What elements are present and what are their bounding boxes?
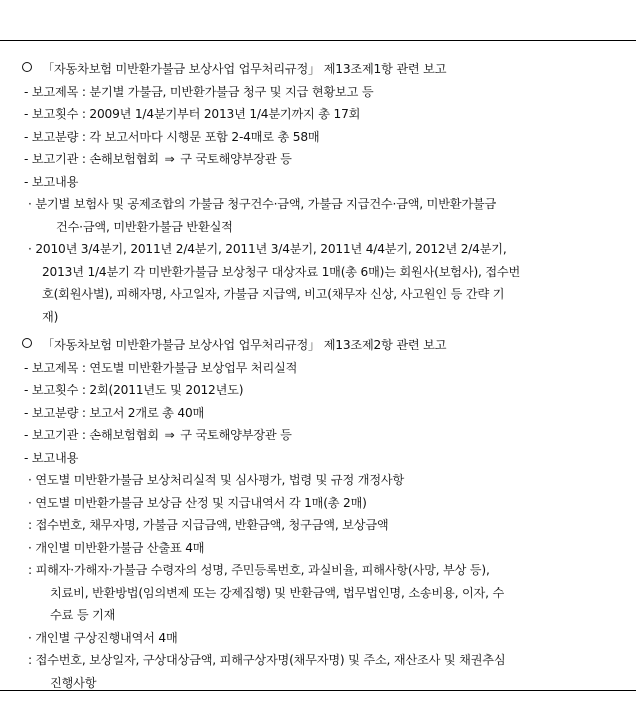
content-item: · 연도별 미반환가불금 보상처리실적 및 심사평가, 법령 및 규정 개정사항: [28, 473, 405, 487]
report-content-label: - 보고내용: [24, 450, 79, 465]
content-item-detail: : 피해자·가해자·가불금 수령자의 성명, 주민등록번호, 과실비율, 피해사항(사망, 부상 등), 치료비, 반환방법(임의변제 또는 강제집행) 및 반환금액, 법무법인명, 소송비용, 이자, 수 수료 등 기재: [28, 563, 505, 622]
circle-bullet-icon: [22, 62, 32, 72]
content-item: · 개인별 미반환가불금 산출표 4매: [28, 540, 205, 555]
circle-bullet-icon: [22, 338, 32, 348]
report-title-line: - 보고제목 : 분기별 가불금, 미반환가불금 청구 및 지급 현황보고 등: [24, 84, 374, 99]
right-arrow-icon: ⇒: [164, 428, 175, 442]
section-heading: 「자동차보험 미반환가불금 보상사업 업무처리규정」 제13조제2항 관련 보고: [22, 334, 620, 357]
report-agency-line: - 보고기관 : 손해보험협회 ⇒ 구 국토해양부장관 등: [24, 428, 292, 442]
right-arrow-icon: ⇒: [164, 152, 175, 166]
report-volume-line: - 보고분량 : 각 보고서마다 시행문 포함 2-4매로 총 58매: [24, 129, 320, 144]
report-count-line: - 보고횟수 : 2009년 1/4분기부터 2013년 1/4분기까지 총 17회: [24, 107, 361, 121]
top-rule: [0, 40, 636, 41]
report-content-label: - 보고내용: [24, 174, 79, 189]
report-volume-line: - 보고분량 : 보고서 2개로 총 40매: [24, 405, 205, 420]
section-article13-2: [22, 334, 620, 694]
content-item: · 개인별 구상진행내역서 4매: [28, 630, 178, 645]
report-agency-line: - 보고기관 : 손해보험협회 ⇒ 구 국토해양부장관 등: [24, 152, 292, 166]
section-article13-1: [22, 58, 620, 328]
bottom-rule: [0, 690, 636, 691]
section-heading: 「자동차보험 미반환가불금 보상사업 업무처리규정」 제13조제1항 관련 보고: [22, 58, 620, 81]
content-item: · 분기별 보험사 및 공제조합의 가불금 청구건수·금액, 가불금 지급건수·금액, 미반환가불금 건수·금액, 미반환가불금 반환실적: [28, 197, 497, 234]
content-item: · 연도별 미반환가불금 보상금 산정 및 지급내역서 각 1매(총 2매): [28, 495, 367, 510]
report-title-line: - 보고제목 : 연도별 미반환가불금 보상업무 처리실적: [24, 360, 298, 375]
content-item-detail: : 접수번호, 보상일자, 구상대상금액, 피해구상자명(채무자명) 및 주소, 재산조사 및 채권추심 진행사항: [28, 653, 506, 690]
content-item-detail: : 접수번호, 채무자명, 가불금 지급금액, 반환금액, 청구금액, 보상금액: [28, 518, 389, 532]
report-content: [22, 58, 620, 694]
report-count-line: - 보고횟수 : 2회(2011년도 및 2012년도): [24, 383, 244, 397]
content-item: · 2010년 3/4분기, 2011년 2/4분기, 2011년 3/4분기, 2011년 4/4분기, 2012년 2/4분기, 2013년 1/4분기 각 미반환가불금 보상청구 대상자료 1매(총 6매)는 회원사(보험사), 접수번 호(회원사별), 피해자명, 사고일자, 가불금 지급액, 비고(채무자 신상, 사고원인 등 간략 기 재): [28, 242, 521, 324]
